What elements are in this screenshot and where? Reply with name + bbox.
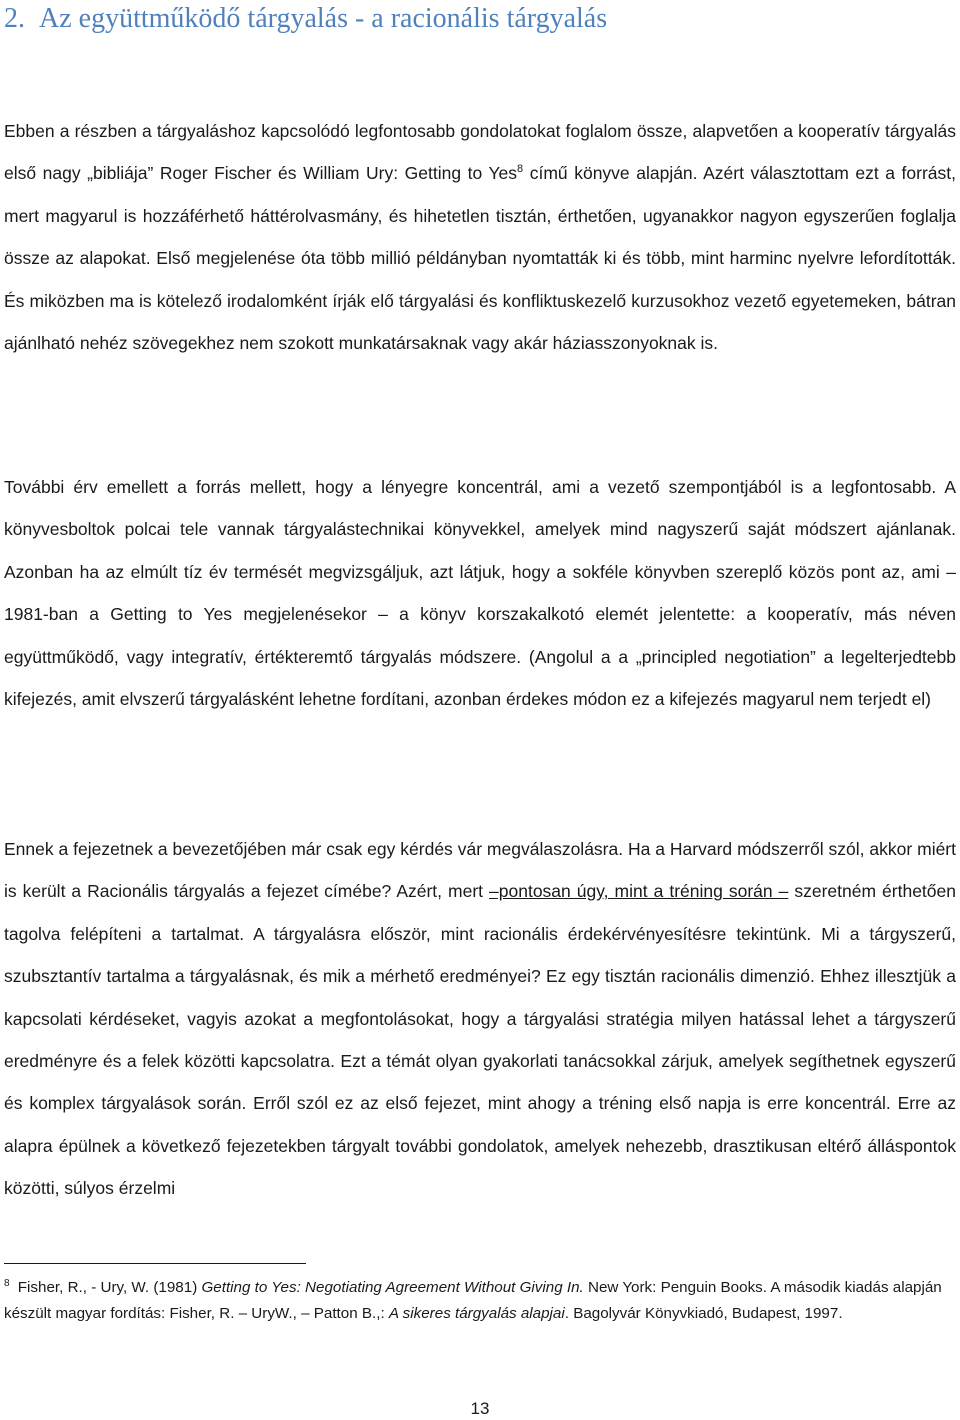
paragraph-intro-text-b: című könyve alapján. Azért választottam ezt a forrást, mert magyarul is hozzáférhető háttérolvasmány, és hihetetlen tisztán, érthetően, ugyanakkor nagyon egyszerűen foglalja össze az alapokat. Első megjelenése óta több millió példányban nyomtatták ki és több, mint harminc nyelvre lefordították. És miközben ma is kötelező irodalomként írják elő tárgyalási és konfliktuskezelő kurzusokhoz vezető egyetemeken, bátran ajánlható nehéz szövegekhez nem szokott munkatársaknak vagy akár háziasszonyoknak is. [4,163,956,354]
section-number: 2. [4,3,25,34]
paragraph-argument-text: További érv emellett a forrás mellett, hogy a lényegre koncentrál, ami a vezető szempontjából is a legfontosabb. A könyvesboltok polcai tele vannak tárgyalástechnikai könyvekkel, amelyek mind nagyszerű saját módszert ajánlanak. Azonban ha az elmúlt tíz év termését megvizsgáljuk, azt látjuk, hogy a sokféle könyvben szereplő közös pont az, ami – 1981-ban a Getting to Yes megjelenésekor – a könyv korszakalkotó elemét jelentette: a kooperatív, más néven együttműködő, vagy integratív, értékteremtő tárgyalás módszere. (Angolul a a „principled negotiation” a legelterjedtebb kifejezés, amit elvszerű tárgyalásként lehetne fordítani, azonban érdekes módon ez a kifejezés magyarul nem terjedt el) [4,477,956,710]
footnote [4,1275,944,1327]
footnote-hu-title: A sikeres tárgyalás alapjai [388,1305,565,1322]
paragraph-chapter-intro-text-b: szeretném érthetően tagolva felépíteni a tartalmat. A tárgyalásra először, mint racionális érdekérvényesítésre tekintünk. Mi a tárgyszerű, szubsztantív tartalma a tárgyalásnak, és mik a mérhető eredményei? Ez egy tisztán racionális dimenzió. Ehhez illesztjük a kapcsolati kérdéseket, vagyis azokat a megfontolásokat, hogy a tárgyalási stratégia milyen hatással lehet a tárgyszerű eredményre és a felek közötti kapcsolatra. Ezt a témát olyan gyakorlati tanácsokkal zárjuk, amelyek segíthetnek egyszerű és komplex tárgyalások során. Erről szól ez az első fejezet, mint ahogy a tréning első napja is erre koncentrál. Erre az alapra épülnek a következő fejezetekben tárgyalt további gondolatok, amelyek nehezebb, drasztikusan eltérő álláspontok közötti, súlyos érzelmi [4,881,956,1199]
footnote-title: Getting to Yes: Negotiating Agreement Without Giving In. [201,1279,584,1296]
paragraph-chapter-intro [4,828,956,1210]
footnote-publisher: New York: Penguin Books. A második kiadás alapján készült magyar fordítás: Fisher, R. – UryW., – Patton B.,: [4,1279,942,1322]
footnote-authors: Fisher, R., - Ury, W. (1981) [13,1279,202,1296]
section-title: Az együttműködő tárgyalás - a racionális tárgyalás [39,3,608,34]
paragraph-chapter-intro-text-a: Ennek a fejezetnek a bevezetőjében már csak egy kérdés vár megválaszolásra. Ha a Harvard módszerről szól, akkor miért is került a Racionális tárgyalás a fejezet címébe? Azért, mert [4,839,956,902]
paragraph-intro-text-a: Ebben a részben a tárgyaláshoz kapcsolódó legfontosabb gondolatokat foglalom össze, alapvetően a kooperatív tárgyalás első nagy „bibliája” Roger Fischer és William Ury: Getting to Yes [4,121,956,184]
footnote-number: 8 [4,1277,10,1289]
footnote-hu-publisher: . Bagolyvár Könyvkiadó, Budapest, 1997. [564,1305,843,1322]
footnote-reference[interactable]: 8 [517,163,524,176]
underlined-aside: –pontosan úgy, mint a tréning során – [489,881,789,902]
paragraph-argument [4,466,956,720]
page-number: 13 [470,1399,490,1418]
section-heading [4,2,607,36]
footnote-separator [4,1263,306,1264]
paragraph-intro [4,110,956,364]
